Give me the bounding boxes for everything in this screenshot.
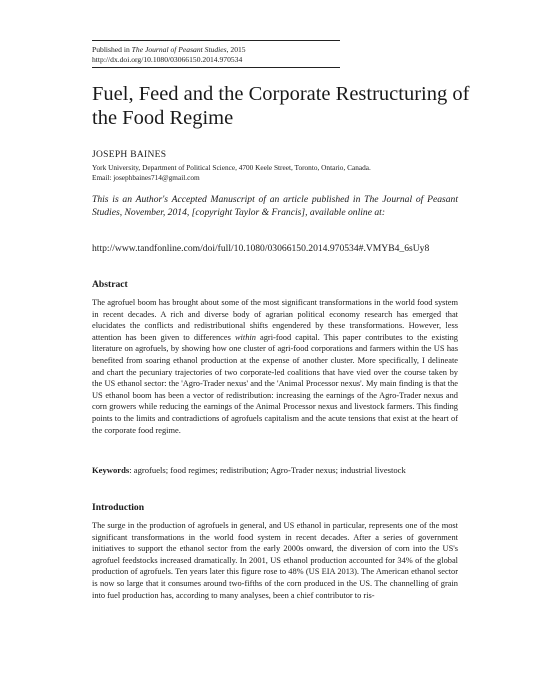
- keywords-list: : agrofuels; food regimes; redistribution; Agro-Trader nexus; industrial livestock: [129, 465, 406, 475]
- publication-info: [92, 45, 392, 65]
- doi-link[interactable]: http://dx.doi.org/10.1080/03066150.2014.970534: [92, 55, 243, 64]
- abstract-text: [92, 297, 458, 436]
- header-top-rule: [92, 40, 340, 41]
- author-email[interactable]: Email: josephbaines714@gmail.com: [92, 172, 200, 182]
- journal-name: The Journal of Peasant Studies: [131, 45, 227, 54]
- paper-title: Fuel, Feed and the Corporate Restructuring of the Food Regime: [92, 83, 470, 129]
- abstract-text-part1: The agrofuel boom has brought about some of the most significant transformations in the world food system in recent decades. A rich and diverse body of agrarian political economy research has emerged that elucidates the conflicts and redistributional shifts engendered by these transformations. However, less attention has been given to differences: [92, 298, 458, 342]
- abstract-text-part2: agri-food capital. This paper contributes to the existing literature on agrofuels, by showing how one cluster of agri-food corporations and farmers within the US has benefited from soaring ethanol production at the expense of another cluster. More specifically, I delineate and chart the pecuniary trajectories of two corporate-led coalitions that have vied over the course taken by the US ethanol sector: the 'Agro-Trader nexus' and the 'Animal Processor nexus'. My main finding is that the US ethanol boom has been a vector of redistribution: increasing the earnings of the Agro-Trader nexus and corn growers while reducing the earnings of the Animal Processor nexus and livestock farmers. This finding points to the limits and contradictions of agrofuels capitalism and the acute tensions that exist at the heart of the corporate food regime.: [92, 332, 458, 435]
- publication-year: , 2015: [226, 45, 246, 54]
- affiliation-line: York University, Department of Political Science, 4700 Keele Street, Toronto, Ontario, Canada.: [92, 163, 371, 172]
- article-url[interactable]: http://www.tandfonline.com/doi/full/10.1080/03066150.2014.970534#.VMYB4_6sUy8: [92, 243, 430, 254]
- author-name: JOSEPH BAINES: [92, 150, 167, 160]
- author-affiliation: [92, 163, 472, 182]
- keywords-label: Keywords: [92, 465, 130, 475]
- published-prefix: Published in: [92, 45, 132, 54]
- abstract-heading: Abstract: [92, 279, 128, 290]
- introduction-heading: Introduction: [92, 502, 145, 513]
- introduction-text: The surge in the production of agrofuels in general, and US ethanol in particular, represents one of the most significant transformations in the world food system in recent decades. After a series of government initiatives to support the ethanol sector from the early 2000s onward, the diversion of corn into the US's agrofuel feedstocks increased dramatically. In 2001, US ethanol production accounted for 34% of the global production of agrofuels. Ten years later this figure rose to 48% (US EIA 2013). The American ethanol sector is now so large that it consumes around two-fifths of the corn produced in the US. The channelling of grain into fuel production has, according to many analyses, been a chief contributor to ris-: [92, 521, 458, 600]
- publication-line: [92, 45, 392, 55]
- abstract-emphasis: within: [234, 332, 256, 342]
- header-bottom-rule: [92, 67, 340, 68]
- manuscript-note: This is an Author's Accepted Manuscript of an article published in The Journal of Peasant Studies, November, 2014, [copyright Taylor & Francis], available online at:: [92, 194, 458, 218]
- keywords: [92, 465, 472, 476]
